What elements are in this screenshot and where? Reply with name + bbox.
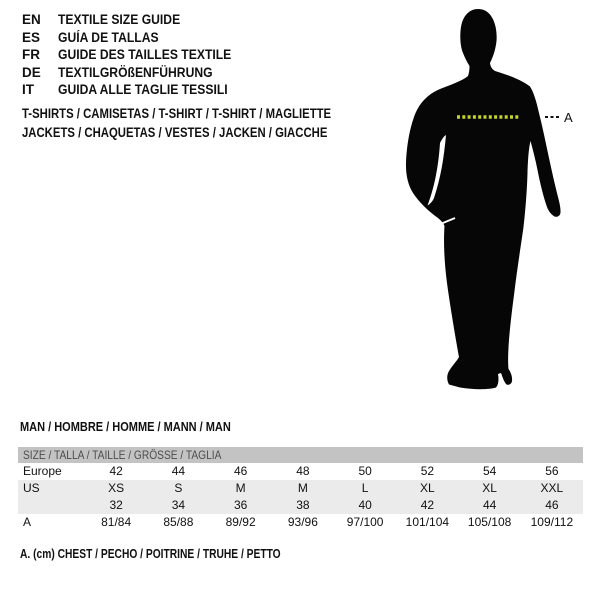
size-table <box>18 447 583 531</box>
size-value-cell: 42 <box>109 464 123 478</box>
size-value-cell: 46 <box>545 498 559 512</box>
size-value-cell: 56 <box>545 464 559 478</box>
size-value-cell: 54 <box>482 464 497 478</box>
language-row <box>22 46 251 64</box>
silhouette-body <box>406 9 561 389</box>
category-list <box>22 105 390 142</box>
language-title-list <box>22 11 251 99</box>
section-title <box>20 419 260 435</box>
size-value-cell: 85/88 <box>163 515 194 529</box>
size-value-cell: 97/100 <box>346 515 384 529</box>
row-label: A <box>23 515 32 529</box>
size-value-cell: 101/104 <box>405 515 450 529</box>
size-value-cell: 50 <box>358 464 372 478</box>
size-value-cell: M <box>235 481 246 495</box>
man-silhouette-figure <box>400 5 575 395</box>
size-table-header-text: SIZE / TALLA / TAILLE / GRÖSSE / TAGLIA <box>23 448 222 462</box>
size-value-cell: 81/84 <box>101 515 132 529</box>
size-value-cell: 34 <box>171 498 186 512</box>
size-value-cell: L <box>361 481 369 495</box>
size-value-cell: XL <box>420 481 435 495</box>
language-title: TEXTILE SIZE GUIDE <box>58 12 181 27</box>
row-label: US <box>23 481 40 495</box>
table-row <box>18 514 583 531</box>
size-value-cell: XXL <box>540 481 564 495</box>
category-line: JACKETS / CHAQUETAS / VESTES / JACKEN / GIACCHE <box>22 124 328 140</box>
category-line: T-SHIRTS / CAMISETAS / T-SHIRT / T-SHIRT / MAGLIETTE <box>22 106 332 121</box>
language-code: DE <box>22 64 41 80</box>
language-title: TEXTILGRÖßENFÜHRUNG <box>58 64 213 80</box>
size-value-cell: 44 <box>482 498 497 512</box>
language-title: GUÍA DE TALLAS <box>58 29 159 45</box>
size-value-cell: 38 <box>296 498 310 512</box>
size-table-rows <box>18 463 583 531</box>
section-title-text: MAN / HOMBRE / HOMME / MANN / MAN <box>20 420 231 434</box>
size-value-cell: M <box>297 481 308 495</box>
size-value-cell: 109/112 <box>530 515 574 529</box>
size-value-cell: S <box>174 481 183 495</box>
language-title: GUIDE DES TAILLES TEXTILE <box>58 47 232 63</box>
size-value-cell: 36 <box>233 498 248 512</box>
size-value-cell: XL <box>482 481 497 495</box>
size-value-cell: XS <box>108 481 125 495</box>
size-value-cell: 32 <box>109 498 123 512</box>
language-row <box>22 64 251 82</box>
size-value-cell: 89/92 <box>225 515 256 529</box>
row-label <box>18 497 85 514</box>
size-value-cell: 42 <box>420 498 435 512</box>
table-row <box>18 480 583 497</box>
language-title: GUIDA ALLE TAGLIE TESSILI <box>58 82 228 98</box>
size-value-cell: 93/96 <box>287 515 318 529</box>
size-value-cell: 52 <box>420 464 435 478</box>
size-value-cell: 40 <box>358 498 372 512</box>
language-code: IT <box>22 82 34 98</box>
size-value-cell: 105/108 <box>467 515 512 529</box>
measurement-footnote-text: A. (cm) CHEST / PECHO / POITRINE / TRUHE / PETTO <box>20 547 281 561</box>
language-row <box>22 29 251 47</box>
measurement-footnote <box>20 546 338 562</box>
language-code: ES <box>22 29 41 45</box>
row-label: Europe <box>23 464 62 478</box>
language-code: EN <box>22 12 41 27</box>
size-value-cell: 44 <box>171 464 186 478</box>
measurement-label-a: A <box>564 110 573 125</box>
language-row <box>22 81 251 99</box>
language-code: FR <box>22 47 40 63</box>
size-table-header <box>18 447 583 463</box>
size-value-cell: 46 <box>233 464 248 478</box>
table-row <box>18 497 583 514</box>
language-row <box>22 11 251 29</box>
size-value-cell: 48 <box>296 464 310 478</box>
table-row <box>18 463 583 480</box>
